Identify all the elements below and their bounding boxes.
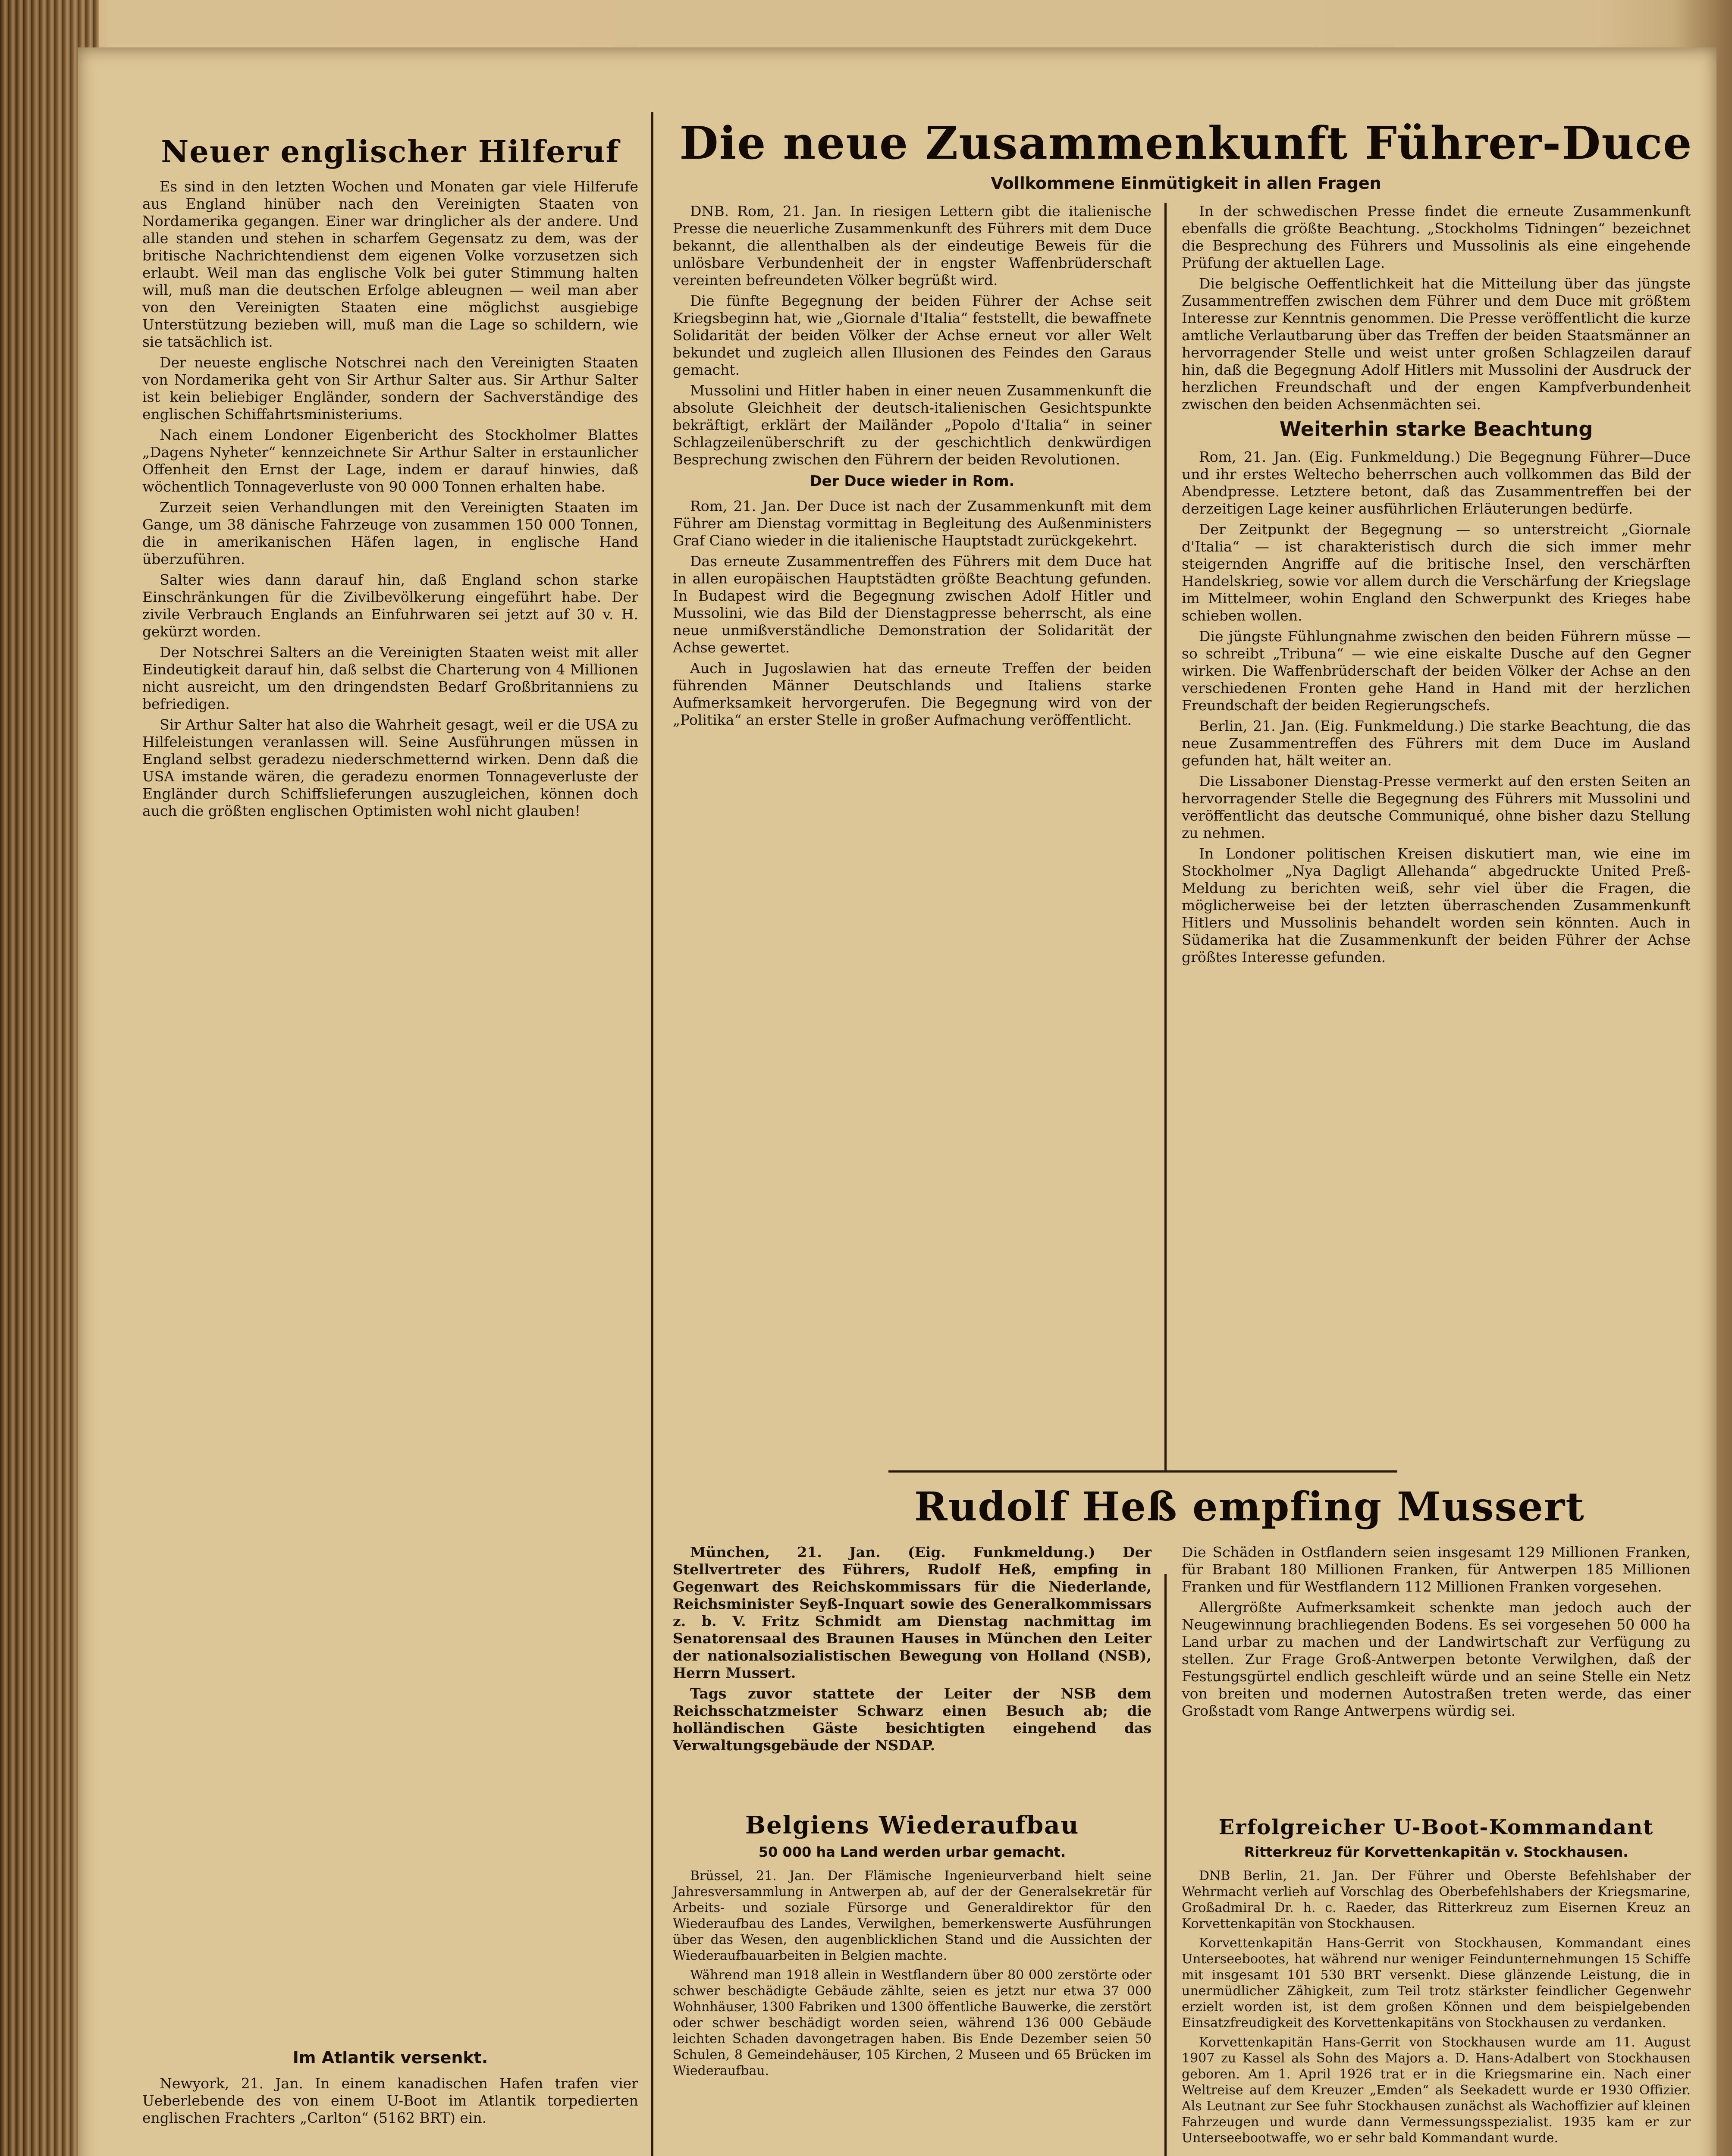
hilferuf-para-4: Zurzeit seien Verhandlungen mit den Vereinigten Staaten im Gange, um 38 dänische Fahrzeuge von zusammen 150 000 Tonnen, die in amerikanischen Häfen lagen, in englische Hand überzuführen. xyxy=(142,499,638,567)
fuehrer-duce-para-7: In der schwedischen Presse findet die erneute Zusammenkunft ebenfalls die größte Beachtung. „Stockholms Tidningen“ bezeichnet die Besprechung des Führers und Mussolinis als eine eingehende Prüfung der aktuellen Lage. xyxy=(1182,203,1691,271)
hess-body xyxy=(673,1544,1152,1758)
article-eismeer xyxy=(142,2152,638,2156)
hilferuf-para-1: Es sind in den letzten Wochen und Monaten gar viele Hilferufe aus England hinüber nach den Vereinigten Staaten von Nordamerika gegangen. Einer war dringlicher als der andere. Und alle standen und stehen in scharfem Gegensatz zu dem, was der britische Nachrichtendienst dem eigenen Volke vorzusetzen sich erlaubt. Weil man das englische Volk bei guter Stimmung halten will, muß man die deutschen Erfolge ableugnen — weil man aber von den Vereinigten Staaten eine möglichst ausgiebige Unterstützung bezieben will, muß man die Lage so schildern, wie sie tatsächlich ist. xyxy=(142,178,638,350)
hess-title: Rudolf Heß empfing Mussert xyxy=(914,1483,1585,1530)
article-uboot xyxy=(1182,1815,1691,2150)
article-atlantik xyxy=(142,2044,638,2130)
fuehrer-duce-para-14: In Londoner politischen Kreisen diskutiert man, wie eine im Stockholmer „Nya Dagligt Allehanda“ abgedruckte United Preß-Meldung zu berichten weiß, sehr viel über die Fragen, die möglicherweise bei der letzten überraschenden Zusammenkunft Hitlers und Mussolinis behandelt worden sein könnten. Auch in Südamerika hat die Zusammenkunft der beiden Führer der Achse größtes Interesse gefunden. xyxy=(1182,845,1691,965)
belgien-title: Belgiens Wiederaufbau xyxy=(745,1811,1079,1839)
fuehrer-duce-para-11: Die jüngste Fühlungnahme zwischen den beiden Führern müsse — so schreibt „Tribuna“ — wie eine eiskalte Dusche auf den Gegner wirken. Die Waffenbrüderschaft der beiden Völker der Achse an den verschiedenen Fronten gehe Hand in Hand mit der herzlichen Freundschaft der beiden Regierungschefs. xyxy=(1182,628,1691,714)
belgien-para-4: Allergrößte Aufmerksamkeit schenkte man jedoch auch der Neugewinnung brachliegenden Bodens. Es sei vorgesehen 50 000 ha Land urbar zu machen und der Landwirtschaft zur Verfügung zu stellen. Zur Frage Groß-Antwerpen betonte Verwilghen, daß der Festungsgürtel endlich geschleift würde und an seine Stelle ein Netz von breiten und modernen Autostraßen treten werde, das einer Großstadt vom Range Antwerpens würdig sei. xyxy=(1182,1599,1691,1719)
belgien-para-2: Während man 1918 allein in Westflandern über 80 000 zerstörte oder schwer beschädigte Gebäude zählte, seien es jetzt nur etwa 37 000 Wohnhäuser, 1300 Fabriken und 1300 öffentliche Bauwerke, die zerstört oder schwer beschädigt worden seien, während 136 000 Gebäude leichten Schaden davongetragen haben. Bis Ende Dezember seien 50 Schulen, 8 Gemeindehäuser, 105 Kirchen, 2 Museen und 65 Brücken im Wiederaufbau. xyxy=(673,1968,1152,2078)
fuehrer-duce-para-5: Das erneute Zusammentreffen des Führers mit dem Duce hat in allen europäischen Hauptstädten größte Beachtung gefunden. In Budapest wird die Begegnung zwischen Adolf Hitler und Mussolini, wie das Bild der Dienstagpresse beherrscht, als eine neue unmißverständliche Demonstration der Solidarität der Achse gewertet. xyxy=(673,553,1152,656)
fuehrer-duce-col-left xyxy=(673,203,1152,732)
uboot-title: Erfolgreicher U-Boot-Kommandant xyxy=(1218,1815,1654,1839)
column-rule-middle xyxy=(1164,203,1167,1470)
fuehrer-duce-title: Die neue Zusammenkunft Führer-Duce xyxy=(679,116,1693,169)
hilferuf-para-7: Sir Arthur Salter hat also die Wahrheit gesagt, weil er die USA zu Hilfeleistungen veranlassen will. Seine Ausführungen müssen in England selbst geradezu niederschmetternd wirken. Denn daß die USA imstande wären, die geradezu enormen Tonnageverluste der Engländer durch Schiffslieferungen auszugleichen, können doch auch die größten englischen Optimisten wohl nicht glauben! xyxy=(142,716,638,819)
fuehrer-duce-para-4: Rom, 21. Jan. Der Duce ist nach der Zusammenkunft mit dem Führer am Dienstag vormittag in Begleitung des Außenministers Graf Ciano wieder in die italienische Hauptstadt zurückgekehrt. xyxy=(673,498,1152,549)
fuehrer-duce-para-3: Mussolini und Hitler haben in einer neuen Zusammenkunft die absolute Gleichheit der deutsch-italienischen Gesichtspunkte bekräftigt, erklärt der Mailänder „Popolo d'Italia“ in seiner Schlagzeilenüberschrift zu der geschichtlich denkwürdigen Besprechung zwischen den Führern der beiden Revolutionen. xyxy=(673,382,1152,468)
hess-para-1: München, 21. Jan. (Eig. Funkmeldung.) Der Stellvertreter des Führers, Rudolf Heß, empfing in Gegenwart des Reichskommissars für die Niederlande, Reichsminister Seyß-Inquart sowie des Generalkommissars z. b. V. Fritz Schmidt am Dienstag nachmittag im Senatorensaal des Braunen Hauses in München den Leiter der nationalsozialistischen Bewegung von Holland (NSB), Herrn Mussert. xyxy=(673,1544,1152,1681)
article-hilferuf xyxy=(142,134,638,823)
fuehrer-duce-para-10: Der Zeitpunkt der Begegnung — so unterstreicht „Giornale d'Italia“ — ist charakteristisch durch die sich immer mehr steigernden Angriffe auf die britische Insel, den verschärften Handelskrieg, sowie vor allem durch die Verschärfung der Kriegslage im Mittelmeer, wohin England den Schwerpunkt des Krieges habe schieben wollen. xyxy=(1182,521,1691,624)
article-hess-header xyxy=(673,1483,1699,1530)
hilferuf-para-3: Nach einem Londoner Eigenbericht des Stockholmer Blattes „Dagens Nyheter“ kennzeichnete Sir Arthur Salter in erstaunlicher Offenheit den Ernst der Lage, indem er darauf hinwies, daß wöchentlich Tonnageverluste von 90 000 Tonnen erhalten habe. xyxy=(142,426,638,495)
uboot-para-3: Korvettenkapitän Hans-Gerrit von Stockhausen wurde am 11. August 1907 zu Kassel als Sohn des Majors a. D. Hans-Adalbert von Stockhausen geboren. Am 1. April 1926 trat er in die Kriegsmarine ein. Nach einer Weltreise auf dem Kreuzer „Emden“ als Seekadett wurde er 1930 Offizier. Als Leutnant zur See fuhr Stockhausen zunächst als Wachoffizier auf kleinen Fahrzeugen und wurde dann Vermessungsspezialist. 1935 kam er zur Unterseebootwaffe, wo er sehr bald Kommandant wurde. xyxy=(1182,2035,1691,2146)
uboot-para-1: DNB Berlin, 21. Jan. Der Führer und Oberste Befehlshaber der Wehrmacht verlieh auf Vorschlag des Oberbefehlshabers der Kriegsmarine, Großadmiral Dr. h. c. Raeder, das Ritterkreuz zum Eisernen Kreuz an Korvettenkapitän von Stockhausen. xyxy=(1182,1868,1691,1931)
uboot-subtitle: Ritterkreuz für Korvettenkapitän v. Stockhausen. xyxy=(1244,1844,1628,1860)
fuehrer-duce-para-8: Die belgische Oeffentlichkeit hat die Mitteilung über das jüngste Zusammentreffen zwischen dem Führer und dem Duce mit größtem Interesse zur Kenntnis genommen. Die Presse veröffentlicht die kurze amtliche Verlautbarung über das Treffen der beiden Staatsmänner an hervorragender Stelle und weist unter großen Schlagzeilen darauf hin, daß die Begegnung Adolf Hitlers mit Mussolini der Ausdruck der herzlichen Freundschaft und der engen Kampfverbundenheit zwischen den beiden Achsenmächten sei. xyxy=(1182,275,1691,413)
fuehrer-duce-subtitle: Vollkommene Einmütigkeit in allen Fragen xyxy=(991,174,1381,193)
hilferuf-para-6: Der Notschrei Salters an die Vereinigten Staaten weist mit aller Eindeutigkeit darauf hin, daß selbst die Charterung von 4 Millionen nicht ausreicht, um den dringendsten Bedarf Großbritanniens zu befriedigen. xyxy=(142,644,638,712)
article-fuehrer-duce-header xyxy=(673,116,1699,201)
hilferuf-para-2: Der neueste englische Notschrei nach den Vereinigten Staaten von Nordamerika geht von Sir Arthur Salter aus. Sir Arthur Salter ist kein beliebiger Engländer, sondern der Sachverständige des englischen Schiffahrtsministeriums. xyxy=(142,354,638,423)
fuehrer-duce-col-right xyxy=(1182,203,1691,969)
belgien-continued xyxy=(1182,1544,1691,1723)
newspaper-sheet xyxy=(78,47,1716,2156)
article-belgien xyxy=(673,1811,1152,2082)
belgien-subtitle: 50 000 ha Land werden urbar gemacht. xyxy=(758,1844,1066,1860)
fuehrer-duce-subhead-2: Weiterhin starke Beachtung xyxy=(1279,417,1593,441)
fuehrer-duce-para-12: Berlin, 21. Jan. (Eig. Funkmeldung.) Die starke Beachtung, die das neue Zusammentreffen des Führers mit dem Duce im Ausland gefunden hat, hält weiter an. xyxy=(1182,718,1691,769)
fuehrer-duce-para-13: Die Lissaboner Dienstag-Presse vermerkt auf den ersten Seiten an hervorragender Stelle die Begegnung des Führers mit Mussolini und veröffentlicht das deutsche Communiqué, ohne bisher dazu Stellung zu nehmen. xyxy=(1182,773,1691,841)
fuehrer-duce-para-9: Rom, 21. Jan. (Eig. Funkmeldung.) Die Begegnung Führer—Duce und ihr erstes Weltecho beherrschen auch vollkommen das Bild der Abendpresse. Letztere betont, daß das Zusammentreffen bei der derzeitigen Lage keiner ausführlichen Erläuterungen bedürfe. xyxy=(1182,448,1691,517)
fuehrer-duce-para-6: Auch in Jugoslawien hat das erneute Treffen der beiden führenden Männer Deutschlands und Italiens starke Aufmerksamkeit hervorgerufen. Die Begegnung wird von der „Politika“ an erster Stelle in großer Aufmachung veröffentlicht. xyxy=(673,660,1152,728)
belgien-para-1: Brüssel, 21. Jan. Der Flämische Ingenieurverband hielt seine Jahresversammlung in Antwerpen ab, auf der der Generalsekretär für Arbeits- und soziale Fürsorge und Generaldirektor für den Wiederaufbau des Landes, Verwilghen, bemerkenswerte Ausführungen über das Wesen, den augenblicklichen Stand und die Aussichten der Wiederaufbauarbeiten in Belgien machte. xyxy=(673,1868,1152,1963)
column-rule-left xyxy=(651,112,653,2156)
section-rule-hess xyxy=(888,1470,1397,1473)
fuehrer-duce-dateline-head: Der Duce wieder in Rom. xyxy=(810,473,1015,490)
column-rule-lower xyxy=(1164,1574,1167,2156)
belgien-para-3: Die Schäden in Ostflandern seien insgesamt 129 Millionen Franken, für Brabant 180 Millionen Franken, für Antwerpen 185 Millionen Franken und für Westflandern 112 Millionen Franken vorgesehen. xyxy=(1182,1544,1691,1595)
atlantik-text: Newyork, 21. Jan. In einem kanadischen Hafen trafen vier Ueberlebende des von einem U-Boot im Atlantik torpedierten englischen Frachters „Carlton“ (5162 BRT) ein. xyxy=(142,2075,638,2126)
fuehrer-duce-para-2: Die fünfte Begegnung der beiden Führer der Achse seit Kriegsbeginn hat, wie „Giornale d'Italia“ feststellt, die bewaffnete Solidarität der beiden Völker der Achse erneut vor aller Welt bekundet und zugleich allen Illusionen des Feindes den Garaus gemacht. xyxy=(673,292,1152,378)
hilferuf-para-5: Salter wies dann darauf hin, daß England schon starke Einschränkungen für die Zivilbevölkerung eingeführt habe. Der zivile Verbrauch Englands an Einfuhrwaren sei jetzt auf 30 v. H. gekürzt worden. xyxy=(142,571,638,640)
atlantik-title: Im Atlantik versenkt. xyxy=(292,2048,488,2067)
hilferuf-title: Neuer englischer Hilferuf xyxy=(161,134,620,169)
fuehrer-duce-para-1: DNB. Rom, 21. Jan. In riesigen Lettern gibt die italienische Presse die neuerliche Zusammenkunft des Führers mit dem Duce bekannt, die allenthalben als der eindeutige Beweis für die unlösbare Verbundenheit der in engster Waffenbrüderschaft vereinten befreundeten Völker begrüßt wird. xyxy=(673,203,1152,288)
uboot-para-2: Korvettenkapitän Hans-Gerrit von Stockhausen, Kommandant eines Unterseebootes, hat während nur weniger Feindunternehmungen 15 Schiffe mit insgesamt 101 530 BRT versenkt. Diese glänzende Leistung, die in unermüdlicher Zähigkeit, zum Teil trotz stärkster feindlicher Gegenwehr erzielt worden ist, ist dem großen Können und dem beispielgebenden Einsatzfreudigkeit des Korvettenkapitäns von Stockhausen zu verdanken. xyxy=(1182,1936,1691,2031)
hess-para-2: Tags zuvor stattete der Leiter der NSB dem Reichsschatzmeister Schwarz einen Besuch ab; die holländischen Gäste besichtigten eingehend das Verwaltungsgebäude der NSDAP. xyxy=(673,1685,1152,1754)
